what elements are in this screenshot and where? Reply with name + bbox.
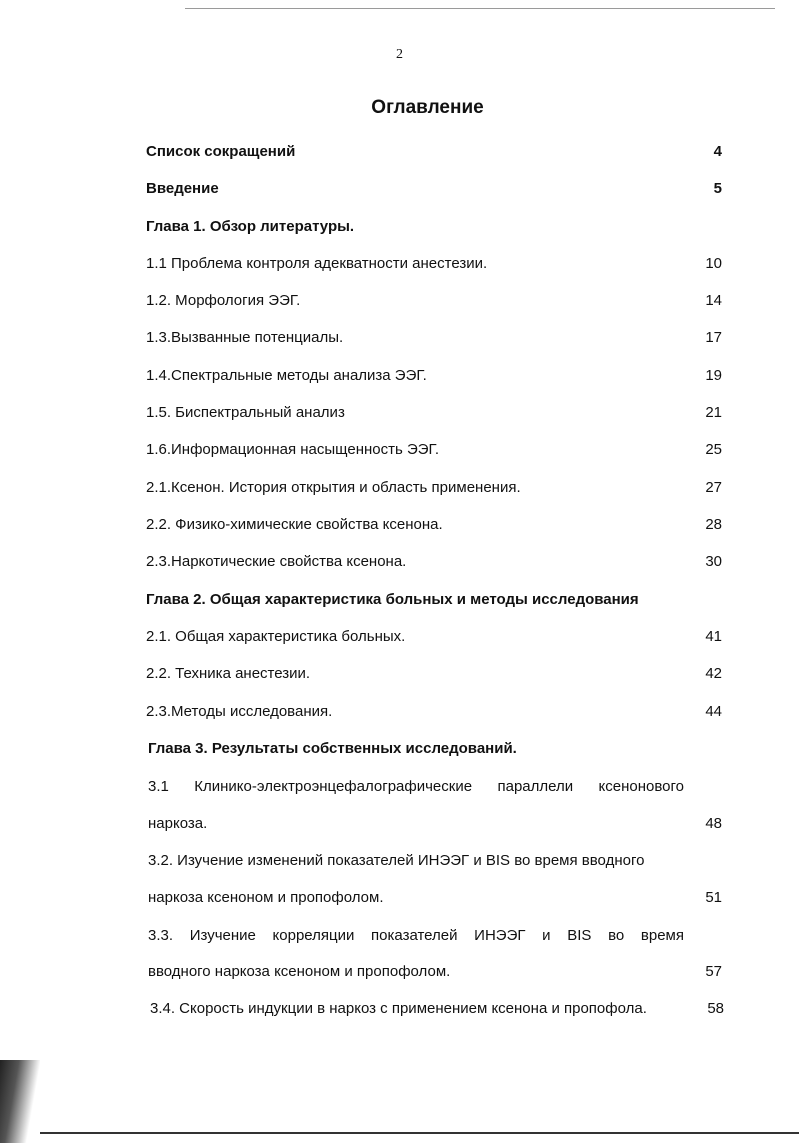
toc-label: 1.5. Биспектральный анализ xyxy=(146,404,345,421)
toc-label: Введение xyxy=(146,180,219,197)
toc-page: 17 xyxy=(705,329,722,346)
toc-label: 1.6.Информационная насыщенность ЭЭГ. xyxy=(146,441,439,458)
scan-edge-top xyxy=(185,8,775,9)
toc-page: 48 xyxy=(705,815,722,832)
toc-page: 5 xyxy=(713,180,722,197)
toc-entry xyxy=(146,663,722,685)
toc-label: 2.2. Физико-химические свойства ксенона. xyxy=(146,516,443,533)
toc-label: 1.1 Проблема контроля адекватности анестезии. xyxy=(146,255,488,272)
toc-label: 2.3.Методы исследования. xyxy=(146,703,333,720)
toc-entry xyxy=(146,551,722,573)
scan-shadow-left xyxy=(0,1060,40,1143)
scan-edge-bottom xyxy=(40,1132,799,1134)
toc-label: 1.4.Спектральные методы анализа ЭЭГ. xyxy=(146,367,427,384)
toc-entry xyxy=(146,178,722,200)
toc-page: 4 xyxy=(713,143,722,160)
toc-label: 2.1.Ксенон. История открытия и область применения. xyxy=(146,479,521,496)
page-title: Оглавление xyxy=(371,97,484,118)
toc-entry xyxy=(148,961,722,983)
toc-page: 14 xyxy=(705,292,722,309)
toc-entry xyxy=(146,701,722,723)
toc-entry xyxy=(148,887,722,909)
toc-page: 51 xyxy=(705,889,722,906)
toc-entry xyxy=(148,925,722,947)
toc-entry xyxy=(146,439,722,461)
toc-label: 1.3.Вызванные потенциалы. xyxy=(146,329,344,346)
toc-page: 10 xyxy=(705,255,722,272)
toc-page: 27 xyxy=(705,479,722,496)
toc-page: 25 xyxy=(705,441,722,458)
toc-label: 3.4. Скорость индукции в наркоз с применением ксенона и пропофола. xyxy=(150,1000,647,1017)
toc-label: вводного наркоза ксеноном и пропофолом. xyxy=(148,963,451,980)
toc-label: Глава 1. Обзор литературы. xyxy=(146,218,355,235)
toc-label: 2.3.Наркотические свойства ксенона. xyxy=(146,553,407,570)
toc-entry xyxy=(150,998,724,1020)
toc-entry xyxy=(146,141,722,163)
toc-entry xyxy=(146,290,722,312)
toc-label: 3.3. Изучение корреляции показателей ИНЭЭГ и BIS во время xyxy=(148,927,684,944)
toc-page: 19 xyxy=(705,367,722,384)
toc-page: 21 xyxy=(705,404,722,421)
toc-label: 2.2. Техника анестезии. xyxy=(146,665,311,682)
toc-label: Глава 2. Общая характеристика больных и методы исследования xyxy=(146,591,639,608)
toc-label: Глава 3. Результаты собственных исследований. xyxy=(148,740,517,757)
toc-entry xyxy=(146,514,722,536)
toc-entry xyxy=(148,776,722,798)
page-number: 2 xyxy=(396,47,403,62)
toc-entry xyxy=(146,327,722,349)
toc-entry xyxy=(146,626,722,648)
toc-entry xyxy=(146,365,722,387)
toc-page: 58 xyxy=(707,1000,724,1017)
toc-label: 2.1. Общая характеристика больных. xyxy=(146,628,406,645)
toc-label: 3.1 Клинико-электроэнцефалографические параллели ксенонового xyxy=(148,778,684,795)
toc-entry xyxy=(146,253,722,275)
toc-label: наркоза. xyxy=(148,815,208,832)
toc-entry xyxy=(148,850,722,872)
toc-entry xyxy=(148,813,722,835)
toc-page: 57 xyxy=(705,963,722,980)
toc-chapter-heading xyxy=(146,589,722,611)
toc-page: 28 xyxy=(705,516,722,533)
toc-label: наркоза ксеноном и пропофолом. xyxy=(148,889,384,906)
toc-page: 30 xyxy=(705,553,722,570)
toc-label: 1.2. Морфология ЭЭГ. xyxy=(146,292,301,309)
toc-label: 3.2. Изучение изменений показателей ИНЭЭГ и BIS во время вводного xyxy=(148,852,645,869)
toc-page: 44 xyxy=(705,703,722,720)
toc-label: Список сокращений xyxy=(146,143,296,160)
toc-page: 42 xyxy=(705,665,722,682)
toc-chapter-heading xyxy=(146,216,722,238)
toc-entry xyxy=(146,402,722,424)
toc-chapter-heading xyxy=(148,738,724,760)
toc-page: 41 xyxy=(705,628,722,645)
toc-entry xyxy=(146,477,722,499)
